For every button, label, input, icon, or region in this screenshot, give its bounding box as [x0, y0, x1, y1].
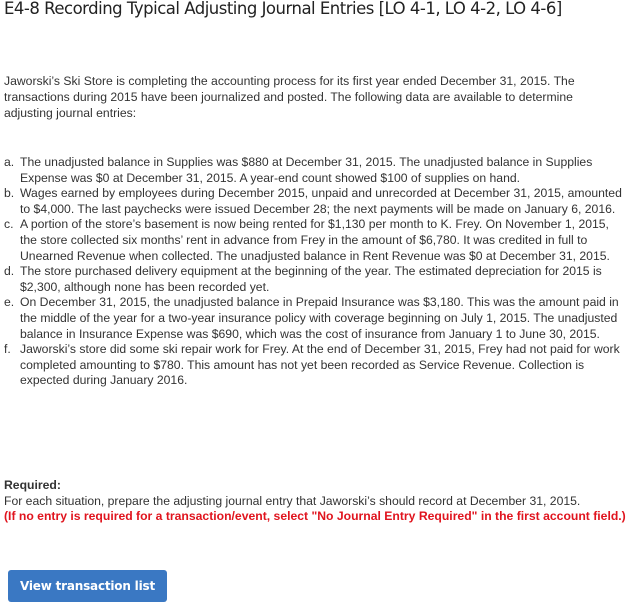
item-text: The store purchased delivery equipment at the beginning of the year. The estimated depreciation for 2015 is $2,300, although none has been recorded yet.: [20, 264, 602, 294]
item-text: On December 31, 2015, the unadjusted balance in Prepaid Insurance was $3,180. This was the amount paid in the middle of the year for a two-year insurance policy with coverage beginning on July 1, 2015. The unadjusted balance in Insurance Expense was $690, which was the cost of insurance from January 1 to June 30, 2015.: [20, 295, 619, 341]
list-item: [4, 295, 626, 342]
transaction-list: [4, 155, 626, 389]
item-marker: d.: [4, 264, 15, 279]
item-marker: e.: [4, 295, 15, 310]
item-marker: a.: [4, 155, 15, 169]
item-text: The unadjusted balance in Supplies was $880 at December 31, 2015. The unadjusted balance in Supplies Expense was $0 at December 31, 2015. A year-end count showed $100 of supplies on hand.: [20, 155, 593, 185]
item-text: Jaworski’s store did some ski repair work for Frey. At the end of December 31, 2015, Frey had not paid for work completed amounting to $780. This amount has not yet been recorded as Service Revenue. Collection is expected during January 2016.: [20, 342, 620, 388]
required-instructions: For each situation, prepare the adjusting journal entry that Jaworski’s should record at December 31, 2015.: [4, 493, 581, 508]
item-text: A portion of the store’s basement is now being rented for $1,130 per month to K. Frey. On November 1, 2015, the store collected six months’ rent in advance from Frey in the amount of $6,780. It was credited in full to Unearned Revenue when collected. The unadjusted balance in Rent Revenue was $0 at December 31, 2015.: [20, 217, 610, 263]
list-item: [4, 186, 626, 217]
list-item: [4, 264, 626, 295]
required-section: [4, 478, 626, 525]
item-marker: c.: [4, 217, 14, 232]
list-item: [4, 155, 626, 186]
item-marker: f.: [4, 342, 11, 357]
list-item: [4, 342, 626, 389]
intro-paragraph: Jaworski’s Ski Store is completing the accounting process for its first year ended December 31, 2015. The transactions during 2015 have been journalized and posted. The following data are available to determine adjusting journal entries:: [4, 74, 575, 120]
item-marker: b.: [4, 186, 15, 201]
required-note: (If no entry is required for a transaction/event, select "No Journal Entry Required" in the first account field.): [4, 509, 626, 524]
item-text: Wages earned by employees during December 2015, unpaid and unrecorded at December 31, 2015, amounted to $4,000. The last paychecks were issued December 28; the next payments will be made on January 6, 2016.: [20, 186, 622, 216]
list-item: [4, 217, 626, 264]
page-title: E4-8 Recording Typical Adjusting Journal Entries [LO 4-1, LO 4-2, LO 4-6]: [4, 0, 562, 18]
required-label: Required:: [4, 478, 61, 492]
view-transaction-list-button[interactable]: View transaction list: [8, 570, 167, 602]
